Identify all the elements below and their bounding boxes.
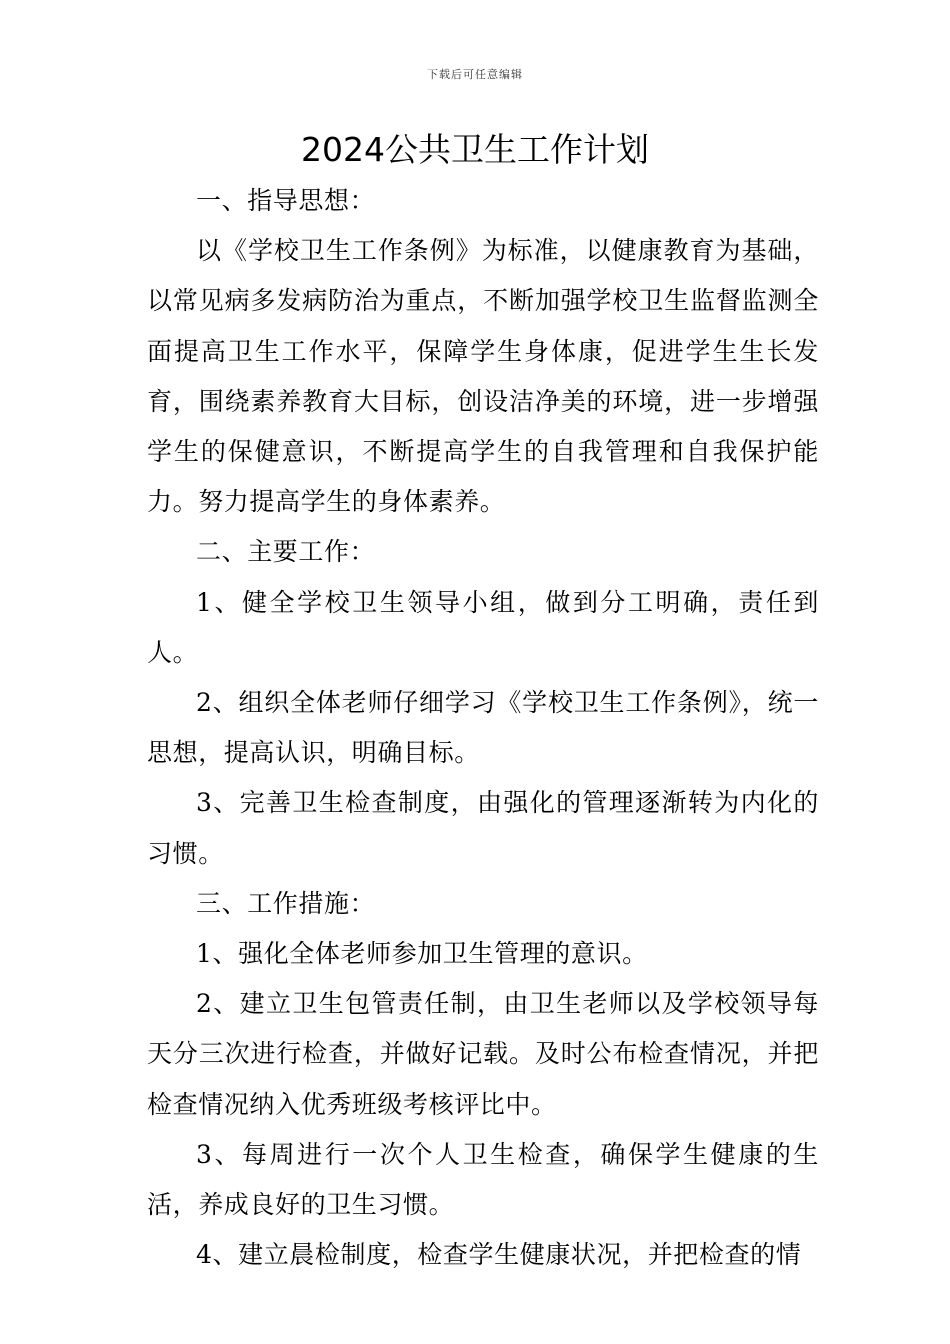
list-item-measure-3: 3、每周进行一次个人卫生检查，确保学生健康的生活，养成良好的卫生习惯。 <box>147 1139 819 1220</box>
list-item-measure-1: 1、强化全体老师参加卫生管理的意识。 <box>196 939 648 969</box>
list-item-main-work-3: 3、完善卫生检查制度，由强化的管理逐渐转为内化的习惯。 <box>147 788 819 868</box>
document-title: 2024公共卫生工作计划 <box>301 130 649 169</box>
list-item-main-work-1: 1、健全学校卫生领导小组，做到分工明确，责任到人。 <box>147 587 819 667</box>
download-note: 下载后可任意编辑 <box>427 68 523 81</box>
list-item-main-work-2: 2、组织全体老师仔细学习《学校卫生工作条例》，统一思想，提高认识，明确目标。 <box>147 688 819 768</box>
paragraph-guiding-ideology: 以《学校卫生工作条例》为标准，以健康教育为基础，以常见病多发病防治为重点，不断加强学校卫生监督监测全面提高卫生工作水平，保障学生身体康，促进学生生长发育，围绕素养教育大目标，创设洁净美的环境，进一步增强学生的保健意识，不断提高学生的自我管理和自我保护能力。努力提高学生的身体素养。 <box>147 236 819 517</box>
list-item-measure-4: 4、建立晨检制度，检查学生健康状况，并把检查的情 <box>196 1240 802 1270</box>
section-heading-guiding-ideology: 一、指导思想： <box>196 186 376 215</box>
list-item-measure-2: 2、建立卫生包管责任制，由卫生老师以及学校领导每天分三次进行检查，并做好记载。及时公布检查情况，并把检查情况纳入优秀班级考核评比中。 <box>147 989 819 1119</box>
document-body <box>147 176 819 1280</box>
section-heading-main-work: 二、主要工作： <box>196 537 376 567</box>
section-heading-measures: 三、工作措施： <box>196 888 376 918</box>
